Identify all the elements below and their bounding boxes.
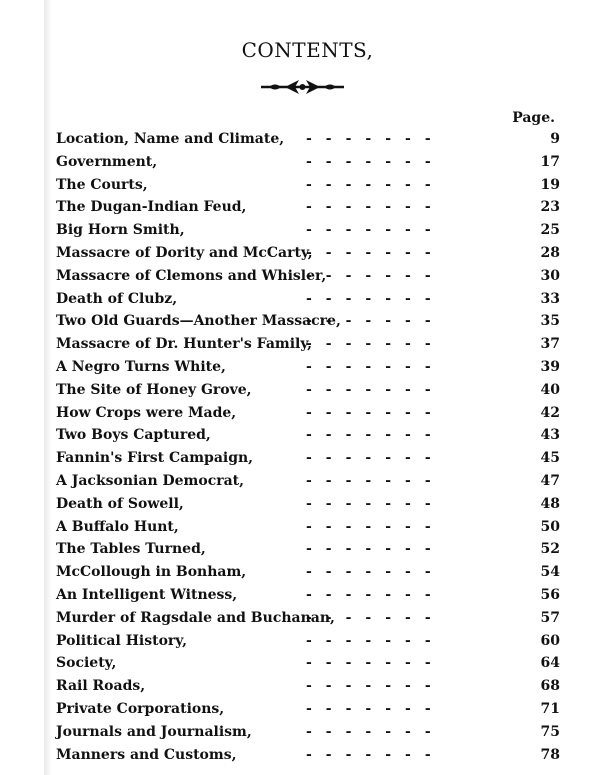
toc-entry <box>56 470 560 493</box>
decorative-flourish-icon <box>255 74 350 100</box>
dot-leader: ------- <box>306 131 445 147</box>
toc-entry-title: Massacre of Dority and McCarty, <box>56 244 313 261</box>
dot-leader: ------- <box>306 700 445 717</box>
dot-leader: ------- <box>306 678 445 695</box>
toc-entry-title: An Intelligent Witness, <box>56 586 238 603</box>
toc-entry <box>56 402 560 425</box>
toc-entry <box>56 356 560 379</box>
toc-entry-title: Death of Clubz, <box>56 290 178 307</box>
toc-entry-page-number: 40 <box>540 381 560 398</box>
toc-entry-page-number: 78 <box>540 746 560 763</box>
toc-entry <box>56 333 560 356</box>
toc-entry-title: Political History, <box>56 632 187 649</box>
toc-entry <box>56 516 560 539</box>
toc-entry <box>56 151 560 174</box>
toc-entry-page-number: 64 <box>540 655 560 672</box>
dot-leader: ------- <box>306 381 445 398</box>
toc-entry-page-number: 39 <box>540 358 560 375</box>
toc-entry <box>56 447 560 470</box>
toc-entry-page-number: 23 <box>540 199 560 216</box>
toc-entry <box>56 493 560 516</box>
toc-entry-title: Manners and Customs, <box>56 746 237 763</box>
toc-entry <box>56 310 560 333</box>
toc-entry-page-number: 28 <box>540 244 560 261</box>
toc-entry-title: Death of Sowell, <box>56 495 184 512</box>
toc-entry <box>56 630 560 653</box>
toc-entry-title: The Dugan-Indian Feud, <box>56 199 247 216</box>
toc-entry <box>56 744 560 767</box>
toc-entry-page-number: 33 <box>540 290 560 307</box>
toc-entry-title: Government, <box>56 153 158 170</box>
dot-leader: ------- <box>306 199 445 216</box>
dot-leader: ------- <box>306 313 445 330</box>
dot-leader: ------- <box>306 472 445 489</box>
toc-entry-title: Murder of Ragsdale and Buchanan, <box>56 609 335 626</box>
toc-entry <box>56 538 560 561</box>
page-title: CONTENTS, <box>241 38 374 62</box>
toc-entry-page-number: 60 <box>540 632 560 649</box>
toc-entry-page-number: 35 <box>540 313 560 330</box>
toc-entry <box>56 652 560 675</box>
dot-leader: ------- <box>306 176 445 193</box>
toc-entry-page-number: 54 <box>540 564 560 581</box>
dot-leader: ------- <box>306 632 445 649</box>
page-column-header: Page. <box>512 110 555 126</box>
toc-entry-page-number: 52 <box>540 541 560 558</box>
toc-entry-title: Rail Roads, <box>56 678 146 695</box>
toc-entry <box>56 584 560 607</box>
dot-leader: ------- <box>306 518 445 535</box>
toc-entry-title: Society, <box>56 655 117 672</box>
toc-entry-page-number: 68 <box>540 678 560 695</box>
toc-entry-page-number: 57 <box>540 609 560 626</box>
toc-entry <box>56 379 560 402</box>
toc-entry-page-number: 45 <box>540 450 560 467</box>
toc-entry-page-number: 30 <box>540 267 560 284</box>
toc-entry-title: Massacre of Dr. Hunter's Family, <box>56 336 313 353</box>
toc-entry-title: Two Old Guards—Another Massacre, <box>56 313 341 330</box>
toc-entry-title: Fannin's First Campaign, <box>56 450 254 467</box>
toc-entry-page-number: 48 <box>540 495 560 512</box>
toc-entry <box>56 242 560 265</box>
toc-entry-page-number: 9 <box>550 131 560 147</box>
toc-entry-title: Massacre of Clemons and Whisler, <box>56 267 327 284</box>
toc-entry-title: A Negro Turns White, <box>56 358 226 375</box>
toc-entry <box>56 607 560 630</box>
dot-leader: ------- <box>306 564 445 581</box>
toc-entry-title: The Courts, <box>56 176 148 193</box>
dot-leader: ------- <box>306 404 445 421</box>
toc-entry <box>56 265 560 288</box>
toc-entry <box>56 424 560 447</box>
toc-entry-title: McCollough in Bonham, <box>56 564 247 581</box>
page-gutter-shadow <box>44 0 52 775</box>
toc-entry-page-number: 50 <box>540 518 560 535</box>
toc-entry <box>56 174 560 197</box>
dot-leader: ------- <box>306 222 445 239</box>
dot-leader: ------- <box>306 495 445 512</box>
dot-leader: ------- <box>306 746 445 763</box>
toc-entry-page-number: 17 <box>540 153 560 170</box>
table-of-contents <box>56 128 560 766</box>
toc-entry-title: A Buffalo Hunt, <box>56 518 179 535</box>
dot-leader: ------- <box>306 336 445 353</box>
toc-entry-page-number: 19 <box>540 176 560 193</box>
toc-entry-title: Big Horn Smith, <box>56 222 185 239</box>
toc-entry-page-number: 43 <box>540 427 560 444</box>
toc-entry-page-number: 71 <box>540 700 560 717</box>
toc-entry <box>56 698 560 721</box>
toc-entry <box>56 196 560 219</box>
dot-leader: ------- <box>306 153 445 170</box>
toc-entry-title: How Crops were Made, <box>56 404 237 421</box>
toc-entry-title: Location, Name and Climate, <box>56 131 285 147</box>
toc-entry-title: Private Corporations, <box>56 700 225 717</box>
toc-entry-page-number: 75 <box>540 723 560 740</box>
dot-leader: ------- <box>306 723 445 740</box>
dot-leader: ------- <box>306 290 445 307</box>
toc-entry <box>56 288 560 311</box>
dot-leader: ------- <box>306 244 445 261</box>
toc-entry-page-number: 42 <box>540 404 560 421</box>
dot-leader: ------- <box>306 541 445 558</box>
dot-leader: ------- <box>306 586 445 603</box>
toc-entry <box>56 721 560 744</box>
dot-leader: ------- <box>306 358 445 375</box>
toc-entry-title: The Tables Turned, <box>56 541 206 558</box>
dot-leader: ------- <box>306 450 445 467</box>
toc-entry <box>56 128 560 151</box>
toc-entry <box>56 675 560 698</box>
dot-leader: ------- <box>306 267 445 284</box>
dot-leader: ------- <box>306 655 445 672</box>
toc-entry <box>56 219 560 242</box>
toc-entry-title: A Jacksonian Democrat, <box>56 472 245 489</box>
toc-entry-title: Journals and Journalism, <box>56 723 252 740</box>
toc-entry-page-number: 56 <box>540 586 560 603</box>
dot-leader: ------- <box>306 609 445 626</box>
toc-entry-page-number: 25 <box>540 222 560 239</box>
toc-entry-title: Two Boys Captured, <box>56 427 211 444</box>
dot-leader: ------- <box>306 427 445 444</box>
toc-entry-title: The Site of Honey Grove, <box>56 381 252 398</box>
toc-entry-page-number: 37 <box>540 336 560 353</box>
toc-entry-page-number: 47 <box>540 472 560 489</box>
toc-entry <box>56 561 560 584</box>
